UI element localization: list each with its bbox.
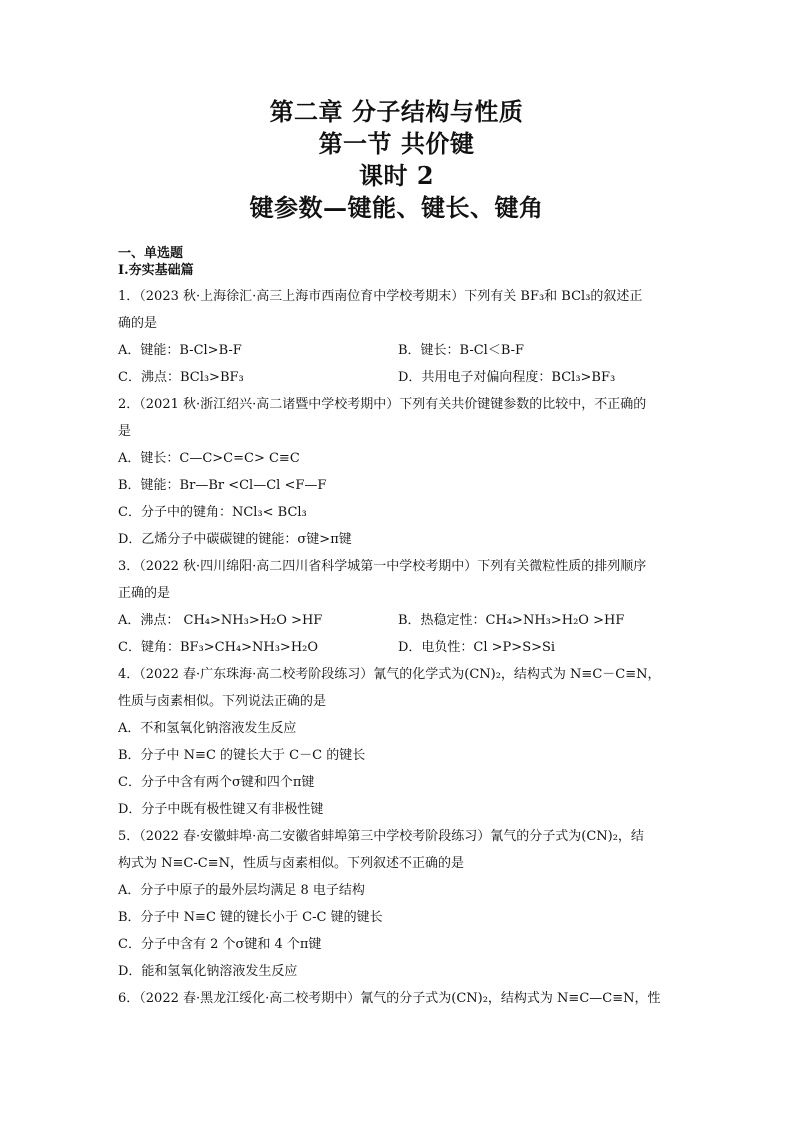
- question-stem: 1．（2023 秋·上海徐汇·高三上海市西南位育中学校考期末）下列有关 BF₃和 BCl₃的叙述正: [118, 289, 643, 304]
- option-d: D．乙烯分子中碳碳键的键能：σ键>π键: [118, 532, 352, 547]
- option-row: [118, 607, 678, 634]
- option-c: C．沸点：BCl₃>BF₃: [118, 370, 244, 385]
- option-row: [118, 364, 678, 391]
- option-b: B．键长：B-Cl＜B-F: [398, 343, 525, 358]
- option-a: A．键长：C—C>C=C> C≡C: [118, 451, 300, 466]
- question-stem: 确的是: [118, 316, 158, 331]
- question-stem: 5．（2022 春·安徽蚌埠·高二安徽省蚌埠第三中学校考阶段练习）氰气的分子式为(CN)₂，结: [118, 829, 644, 844]
- question-list: [118, 246, 678, 1012]
- chapter-title: 第二章 分子结构与性质: [269, 97, 524, 126]
- option-row: [118, 634, 678, 661]
- question-stem: 是: [118, 424, 132, 439]
- option-a: A．键能：B-Cl>B-F: [118, 343, 242, 358]
- option-c: C．分子中的键角：NCl₃< BCl₃: [118, 505, 307, 520]
- option-a: A．分子中原子的最外层均满足 8 电子结构: [118, 883, 365, 898]
- question-stem: 4．（2022 春·广东珠海·高二校考阶段练习）氰气的化学式为(CN)₂，结构式为 N≡C－C≡N，: [118, 667, 661, 682]
- option-a: A．沸点： CH₄>NH₃>H₂O >HF: [118, 613, 323, 628]
- option-d: D．分子中既有极性键又有非极性键: [118, 802, 324, 817]
- option-b: B．热稳定性：CH₄>NH₃>H₂O >HF: [398, 613, 625, 628]
- lesson-title: 课时 2: [358, 161, 435, 190]
- question-stem: 正确的是: [118, 586, 171, 601]
- option-a: A．不和氢氧化钠溶液发生反应: [118, 721, 297, 736]
- option-b: B．分子中 N≡C 的键长大于 C－C 的键长: [118, 748, 366, 763]
- option-d: D．能和氢氧化钠溶液发生反应: [118, 964, 298, 979]
- title-block: [0, 96, 793, 224]
- part-heading: 一、单选题: [118, 246, 184, 261]
- option-c: C．分子中含有 2 个σ键和 4 个π键: [118, 937, 322, 952]
- option-b: B．分子中 N≡C 键的键长小于 C-C 键的键长: [118, 910, 383, 925]
- level-heading: Ⅰ.夯实基础篇: [118, 263, 194, 278]
- option-b: B．键能：Br—Br <Cl—Cl <F—F: [118, 478, 327, 493]
- question-stem: 构式为 N≡C-C≡N，性质与卤素相似。下列叙述不正确的是: [118, 856, 464, 871]
- question-stem: 2．（2021 秋·浙江绍兴·高二诸暨中学校考期中）下列有关共价键键参数的比较中，不正确的: [118, 397, 647, 412]
- section-title: 第一节 共价键: [318, 129, 475, 158]
- option-d: D．共用电子对偏向程度：BCl₃>BF₃: [398, 370, 616, 385]
- question-stem: 性质与卤素相似。下列说法正确的是: [118, 694, 327, 709]
- topic-title: 键参数—键能、键长、键角: [249, 193, 544, 222]
- option-row: [118, 337, 678, 364]
- question-stem: 6．（2022 春·黑龙江绥化·高二校考期中）氰气的分子式为(CN)₂，结构式为 N≡C—C≡N，性: [118, 991, 661, 1006]
- option-d: D．电负性：Cl >P>S>Si: [398, 640, 556, 655]
- question-stem: 3．（2022 秋·四川绵阳·高二四川省科学城第一中学校考期中）下列有关微粒性质的排列顺序: [118, 559, 647, 574]
- option-c: C．键角：BF₃>CH₄>NH₃>H₂O: [118, 640, 319, 655]
- option-c: C．分子中含有两个σ键和四个π键: [118, 775, 315, 790]
